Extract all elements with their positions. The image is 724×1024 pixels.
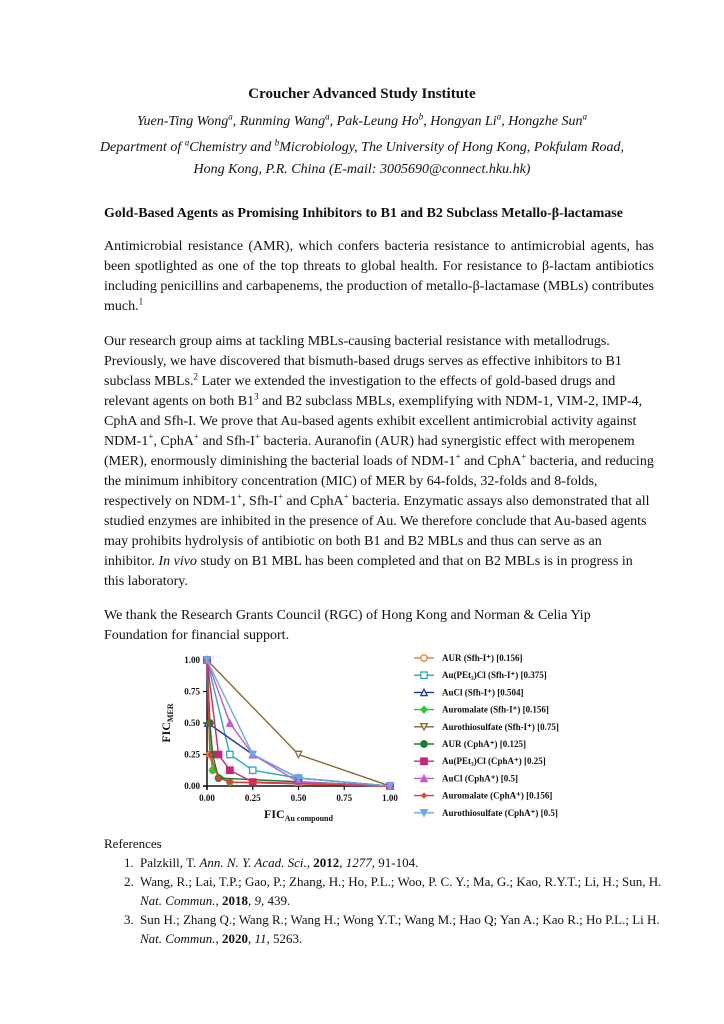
affiliation-text: Chemistry and (189, 140, 275, 155)
x-tick-label: 0.50 (290, 793, 307, 803)
reference-sep: , (339, 855, 346, 870)
legend-marker (421, 706, 427, 712)
legend-marker (421, 810, 427, 816)
superscript-plus: + (455, 451, 461, 462)
author-list (0, 111, 724, 130)
series-line-9 (207, 660, 390, 786)
reference-volume: 11 (254, 931, 267, 946)
paragraph-text: Our research group aims at tackling MBLs-causing bacterial resistance with metallodrugs. Previously, we have discovered that bismuth-based drugs serves as effective inhibitors to B1 subclass MBLs. (104, 334, 622, 389)
affiliation-mark: a (496, 111, 502, 122)
references-heading: References (104, 836, 162, 851)
author-name: , Runming Wang (232, 114, 326, 129)
series-line-6 (207, 660, 390, 786)
reference-number: 2. (124, 874, 134, 889)
page-title: Croucher Advanced Study Institute (248, 86, 476, 102)
reference-year: 2012 (313, 855, 340, 870)
series-line-2 (207, 660, 390, 786)
series-line-10 (207, 660, 390, 786)
data-point (295, 751, 301, 757)
paragraph-text: and B2 subclass MBLs, exemplifying with NDM-1, VIM-2, IMP-4, CphA and Sfh-I. We prove that Au-based agents exhibit excellent antimicrobial activity against NDM-1 (104, 394, 643, 449)
legend-label: Au(PEt₃)Cl (CphA⁺) [0.25] (442, 756, 546, 767)
affiliation-mark: a (228, 111, 233, 122)
author-name: Yuen-Ting Wong (137, 114, 229, 129)
legend-label: Auromalate (Sfh-I⁺) [0.156] (442, 704, 549, 715)
y-tick-label: 1.00 (184, 655, 200, 665)
isobologram-chart (152, 648, 602, 830)
legend-marker (421, 775, 427, 781)
legend-marker (421, 689, 427, 695)
paragraph-text: bacteria. Auranofin (AUR) had synergistic effect with meropenem (MER), enormously diminishing the bacterial loads of NDM-1 (104, 434, 635, 469)
paragraph-text: Antimicrobial resistance (AMR), which confers bacteria resistance to antimicrobial agents, has been spotlighted as one of the top threats to global health. For resistance to β-lactam antibiotics including penicillins and carbapenems, the production of metallo-β-lactamase (MBLs) contributes much. (104, 239, 654, 314)
superscript-plus: + (343, 491, 349, 502)
data-point (227, 720, 233, 726)
legend-label: Auromalate (CphA⁺) [0.156] (442, 790, 553, 801)
legend-marker (421, 672, 427, 678)
series-line-1 (207, 660, 390, 786)
x-tick-label: 0.25 (244, 793, 261, 803)
reference-item (104, 872, 664, 910)
series-line-4 (207, 660, 390, 786)
reference-list (104, 853, 664, 948)
paragraph-text: study on B1 MBL has been completed and that on B2 MBLs is in progress in this laboratory. (104, 554, 633, 589)
reference-journal: Ann. N. Y. Acad. Sci. (199, 855, 307, 870)
author-name: , Hongyan Li (423, 114, 497, 129)
reference-authors: Wang, R.; Lai, T.P.; Gao, P.; Zhang, H.; Ho, P.L.; Woo, P. C. Y.; Ma, G.; Kao, R.Y.T.; Li, H.; Sun, H. (140, 874, 662, 889)
paragraph-text: and CphA (282, 494, 344, 509)
y-tick-label: 0.50 (184, 718, 200, 728)
series-line-8 (207, 660, 390, 786)
paragraph-text: bacteria, and reducing the minimum inhibitory concentration (MIC) of MER by 64-folds, 32-folds and 8-folds, respectively on NDM-1 (104, 454, 654, 509)
reference-year: 2020 (221, 931, 248, 946)
legend-marker (421, 655, 427, 661)
legend-marker (422, 793, 427, 798)
reference-volume: 9 (254, 893, 261, 908)
x-tick-label: 1.00 (382, 793, 398, 803)
paragraph-research (104, 332, 654, 592)
series-line-5 (207, 660, 390, 786)
reference-number: 3. (124, 912, 134, 927)
data-point (215, 751, 221, 757)
reference-journal: Nat. Commun. (140, 931, 216, 946)
paragraph-text: and CphA (460, 454, 522, 469)
reference-authors: Palzkill, T. (140, 855, 200, 870)
affiliation-mark: a (184, 137, 190, 148)
x-axis-title: $FIC_{Au compound}$ (264, 807, 333, 823)
author-name: , Hongzhe Sun (501, 114, 583, 129)
reference-volume: 1277 (345, 855, 372, 870)
y-tick-label: 0.75 (184, 686, 200, 697)
superscript-plus: + (254, 431, 261, 442)
reference-journal: Nat. Commun. (140, 893, 216, 908)
affiliation-contact: Hong Kong, P.R. China (E-mail: 3005690@connect.hku.hk) (193, 162, 531, 177)
legend-label: AuCl (Sfh-I⁺) [0.504] (442, 687, 524, 698)
y-tick-label: 0.00 (184, 781, 200, 791)
data-point (207, 720, 213, 726)
citation-mark: 3 (254, 391, 259, 402)
legend-label: AUR (CphA⁺) [0.125] (442, 739, 526, 749)
data-point (227, 751, 233, 757)
data-point (227, 767, 233, 773)
y-axis-title-sub: MER (166, 703, 175, 722)
reference-sep: , (215, 931, 222, 946)
legend-marker (421, 741, 427, 747)
superscript-plus: + (193, 431, 199, 442)
section-heading: Gold-Based Agents as Promising Inhibitors to B1 and B2 Subclass Metallo-β-lactamase (104, 206, 623, 221)
superscript-plus: + (277, 491, 283, 502)
reference-sep: , (247, 893, 255, 908)
reference-number: 1. (124, 855, 134, 870)
x-tick-label: 0.75 (336, 793, 353, 803)
citation-mark: 1 (138, 296, 144, 307)
affiliation-mark: a (582, 111, 587, 122)
paragraph-intro (104, 237, 654, 317)
affiliation-mark: b (274, 137, 280, 148)
affiliation-mark: a (325, 111, 330, 122)
reference-sep: , (306, 855, 314, 870)
data-point (250, 767, 256, 773)
paragraph-text: Later we extended the investigation to the effects of gold-based drugs and relevant agents on both B1 (104, 374, 616, 409)
series-line-3 (207, 660, 390, 786)
y-tick-label: 0.25 (184, 749, 200, 760)
paragraph-acknowledgement: We thank the Research Grants Council (RGC) of Hong Kong and Norman & Celia Yip Foundation for financial support. (104, 608, 591, 643)
citation-mark: 2 (193, 371, 198, 382)
italic-term: In vivo (158, 554, 197, 569)
reference-pages: , 91-104. (371, 855, 419, 870)
x-tick-label: 0.00 (199, 793, 215, 803)
superscript-plus: + (148, 431, 154, 442)
paragraph-text: , Sfh-I (242, 494, 278, 509)
author-name: , Pak-Leung Ho (329, 114, 419, 129)
superscript-plus: + (521, 451, 527, 462)
legend-marker (421, 724, 427, 730)
reference-year: 2018 (221, 893, 248, 908)
legend-marker (421, 758, 427, 764)
affiliation-mark: b (418, 111, 424, 122)
y-axis-title: $FIC_{MER}$ (159, 703, 175, 743)
legend-label: AuCl (CphA⁺) [0.5] (442, 773, 519, 784)
paragraph-text: , CphA (153, 434, 194, 449)
x-axis-title-sub: Au compound (284, 814, 333, 823)
legend-label: Au(PEt₃)Cl (Sfh-I⁺) [0.375] (442, 670, 547, 681)
paragraph-text: and Sfh-I (198, 434, 255, 449)
reference-sep: , (215, 893, 222, 908)
legend-label: Aurothiosulfate (CphA⁺) [0.5] (442, 807, 558, 818)
series-line-7 (207, 660, 390, 786)
legend-label: Aurothiosulfate (Sfh-I⁺) [0.75] (442, 721, 559, 732)
paragraph-text: bacteria. Enzymatic assays also demonstrated that all studied enzymes are inhibited in the presence of Au. We therefore conclude that Au-based agents may prohibits hydrolysis of antibiotic on both B1 and B2 MBLs and thus can serve as an inhibitor. (104, 494, 650, 569)
affiliation-text: Microbiology, The University of Hong Kong, Pokfulam Road, (279, 140, 625, 155)
reference-pages: , 439. (260, 893, 291, 908)
reference-item (104, 853, 664, 872)
affiliation (60, 137, 664, 181)
legend-label: AUR (Sfh-I⁺) [0.156] (442, 653, 523, 663)
affiliation-text: Department of (99, 140, 185, 155)
reference-pages: , 5263. (266, 931, 303, 946)
reference-item (104, 910, 664, 948)
reference-sep: , (247, 931, 255, 946)
reference-authors: Sun H.; Zhang Q.; Wang R.; Wang H.; Wong Y.T.; Wang M.; Hao Q; Yan A.; Kao R.; Ho P.L.; Li H. (140, 912, 660, 927)
superscript-plus: + (236, 491, 243, 502)
